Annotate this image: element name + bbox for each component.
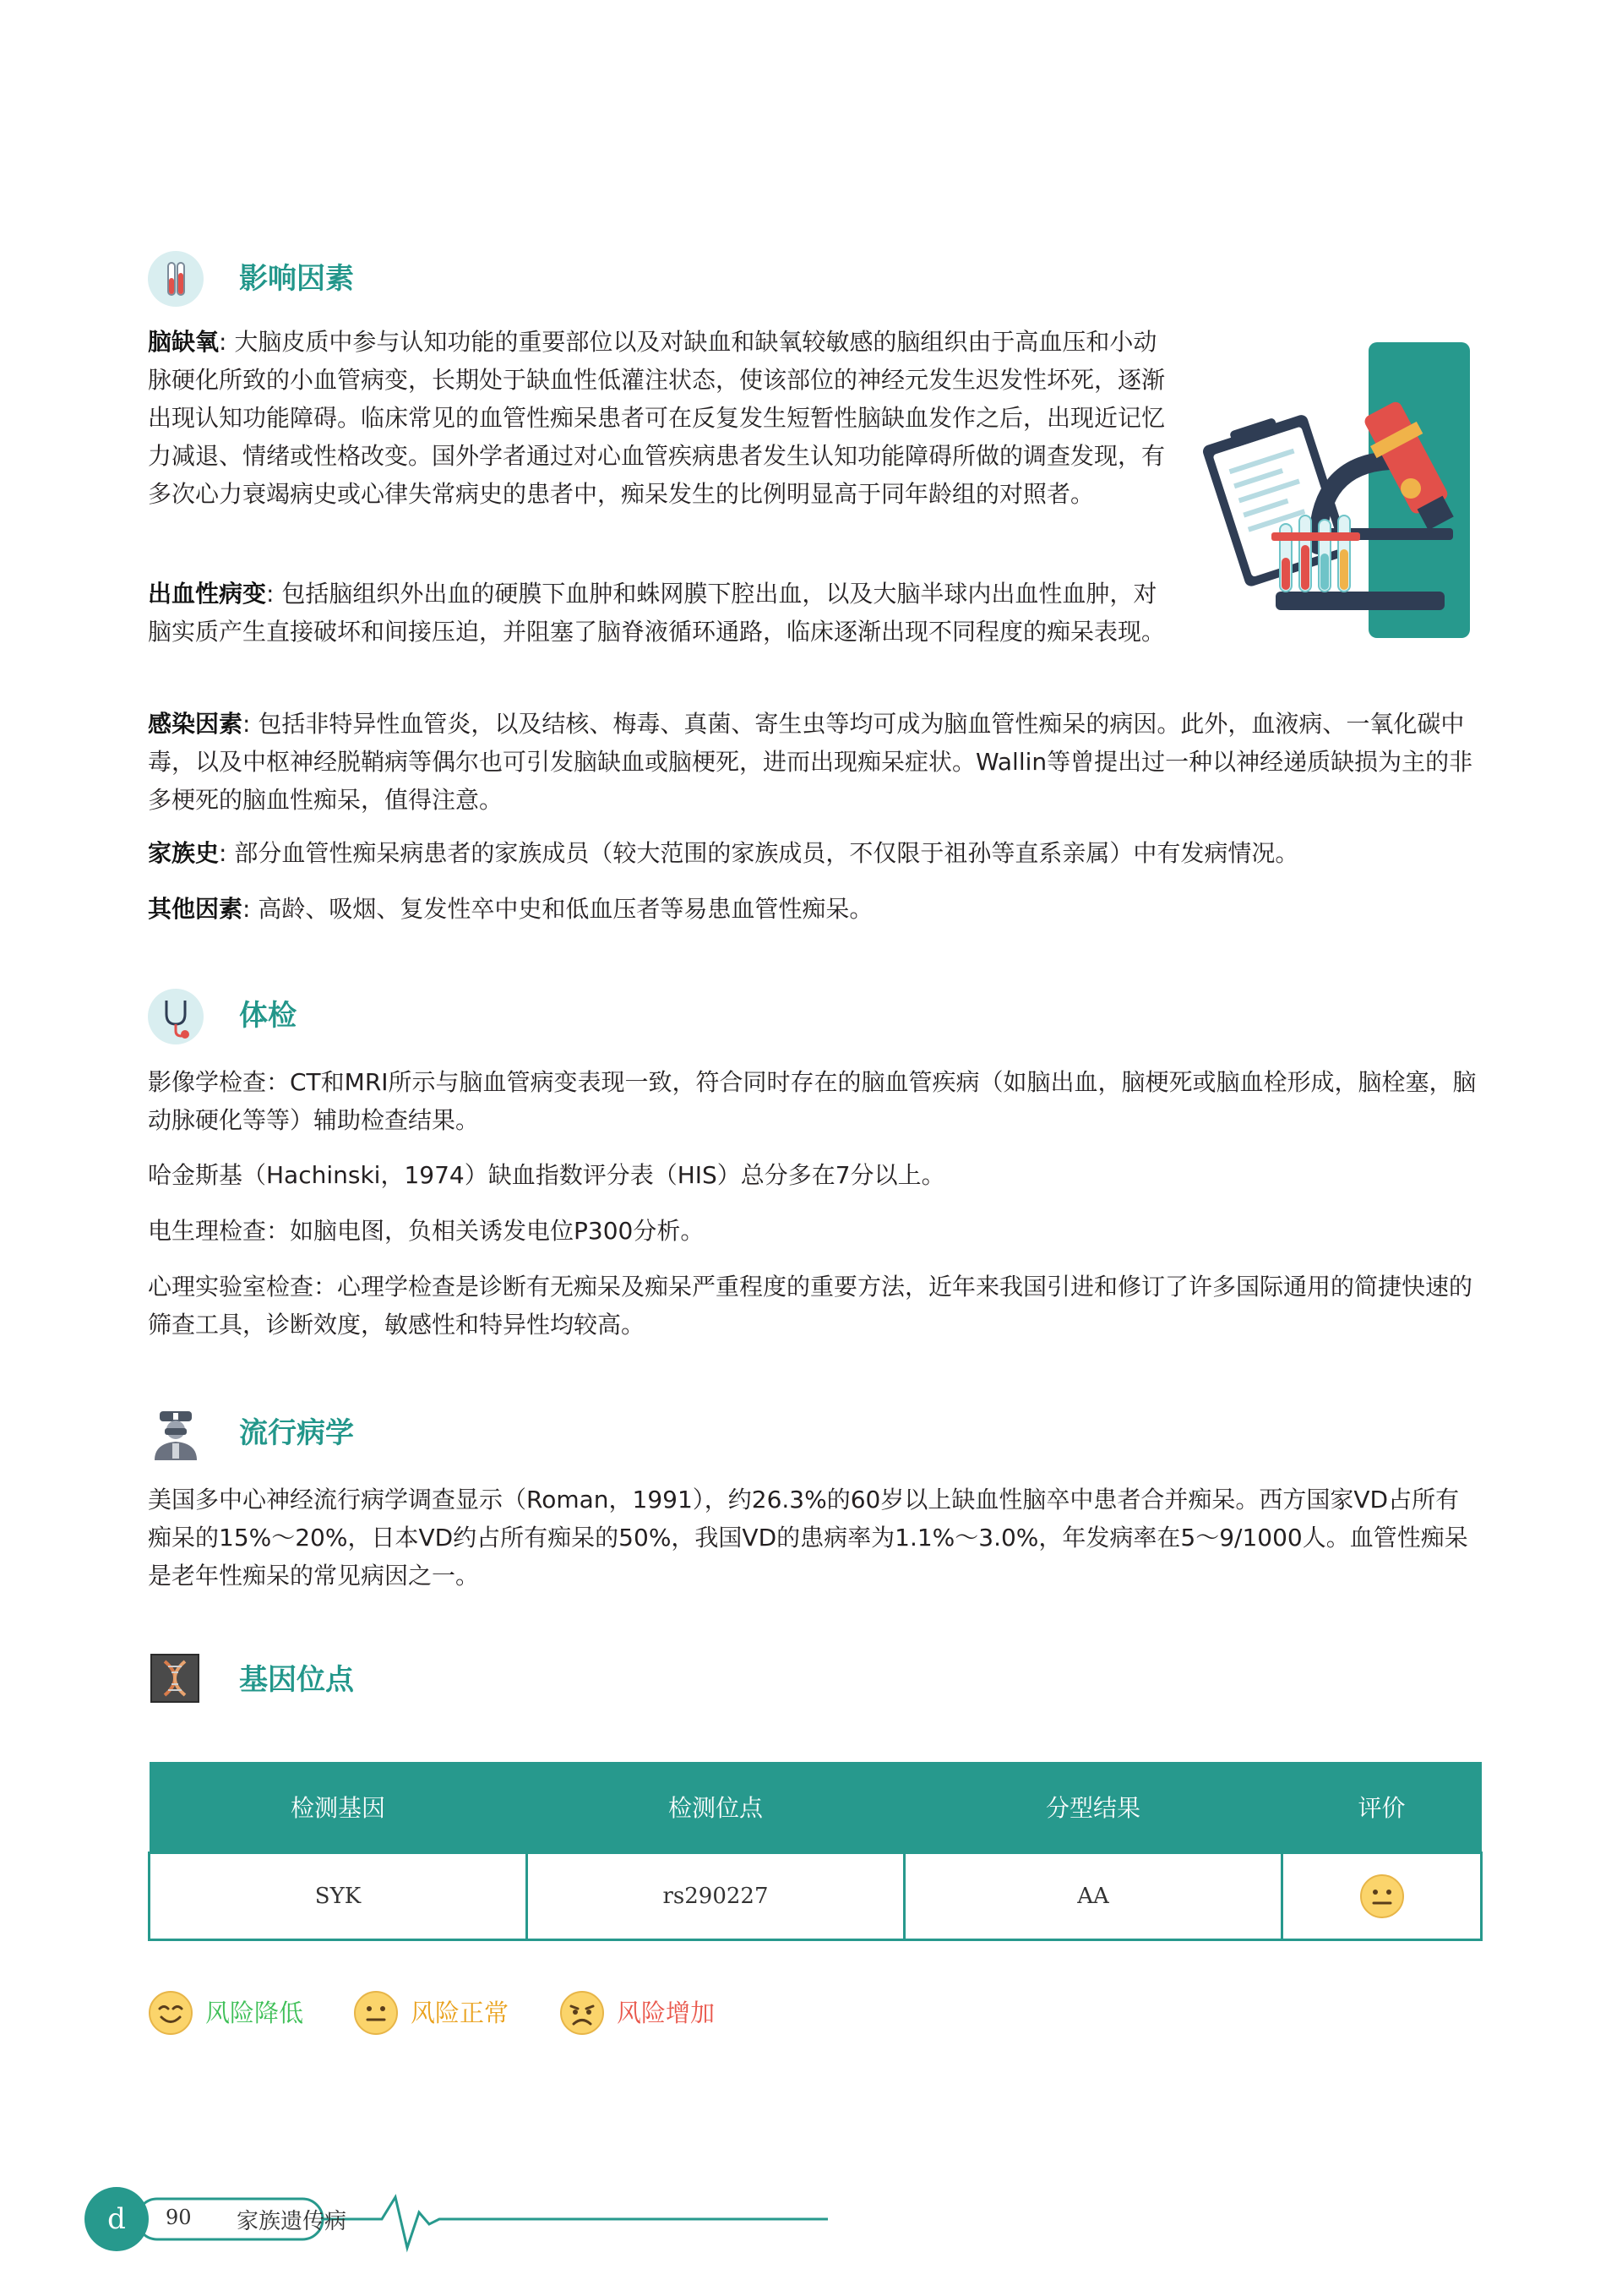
header-site: 检测位点	[527, 1762, 905, 1853]
cell-genotype: AA	[905, 1853, 1282, 1940]
doctor-icon	[148, 1406, 204, 1462]
factor-paragraph	[148, 834, 1480, 872]
cell-rating	[1282, 1853, 1482, 1940]
factor-paragraph	[148, 575, 1174, 651]
section-title-epidemiology: 流行病学	[239, 1416, 354, 1450]
neutral-face-icon	[1359, 1873, 1405, 1919]
exam-paragraph: 哈金斯基（Hachinski，1974）缺血指数评分表（HIS）总分多在7分以上。	[148, 1161, 945, 1189]
factor-text: : 高龄、吸烟、复发性卒中史和低血压者等易患血管性痴呆。	[242, 895, 874, 923]
footer-title: 家族遗传病	[237, 2209, 347, 2234]
factor-text: : 包括非特异性血管炎，以及结核、梅毒、真菌、寄生虫等均可成为脑血管性痴呆的病因。此外，血液病、一氧化碳中毒，以及中枢神经脱鞘病等偶尔也可引发脑缺血或脑梗死，进而出现痴呆症状。Wallin等曾提出过一种以神经递质缺损为主的非多梗死的脑血性痴呆，值得注意。	[148, 710, 1473, 814]
dna-icon	[148, 1650, 204, 1705]
page-number: 90	[166, 2206, 192, 2229]
factor-paragraph	[148, 890, 1480, 928]
header-rating: 评价	[1282, 1762, 1482, 1853]
factor-paragraph	[148, 323, 1174, 513]
factor-label: 其他因素	[148, 895, 243, 923]
section-title-factors: 影响因素	[239, 262, 354, 296]
table-row	[150, 1853, 1482, 1940]
gene-table	[148, 1762, 1483, 1941]
cell-gene: SYK	[150, 1853, 527, 1940]
legend-label: 风险增加	[617, 1999, 716, 2027]
exam-paragraph: 电生理检查：如脑电图，负相关诱发电位P300分析。	[148, 1217, 705, 1245]
legend-item-risk-normal	[353, 1988, 509, 2038]
factor-text: : 大脑皮质中参与认知功能的重要部位以及对缺血和缺氧较敏感的脑组织由于高血压和小动脉硬化所致的小血管病变，长期处于缺血性低灌注状态，使该部位的神经元发生迟发性坏死，逐渐出现认知功能障碍。临床常见的血管性痴呆患者可在反复发生短暂性脑缺血发作之后，出现近记忆力减退、情绪或性格改变。国外学者通过对心血管疾病患者发生认知功能障碍所做的调查发现，有多次心力衰竭病史或心律失常病史的患者中，痴呆发生的比例明显高于同年龄组的对照者。	[148, 328, 1166, 508]
table-header-row	[150, 1762, 1482, 1853]
stethoscope-icon	[148, 989, 204, 1044]
header-gene: 检测基因	[150, 1762, 527, 1853]
cell-site: rs290227	[527, 1853, 905, 1940]
factor-label: 家族史	[148, 839, 220, 867]
factor-label: 出血性病变	[148, 580, 267, 608]
legend-item-risk-reduced	[148, 1988, 303, 2038]
epidemiology-paragraph: 美国多中心神经流行病学调查显示（Roman，1991），约26.3%的60岁以上缺血性脑卒中患者合并痴呆。西方国家VD占所有痴呆的15%～20%，日本VD约占所有痴呆的50%，我国VD的患病率为1.1%～3.0%，年发病率在5～9/1000人。血管性痴呆是老年性痴呆的常见病因之一。	[148, 1486, 1468, 1590]
factor-text: : 包括脑组织外出血的硬膜下血肿和蛛网膜下腔出血，以及大脑半球内出血性血肿，对脑实质产生直接破坏和间接压迫，并阻塞了脑脊液循环通路，临床逐渐出现不同程度的痴呆表现。	[148, 580, 1166, 646]
header-genotype: 分型结果	[905, 1762, 1282, 1853]
factor-text: : 部分血管性痴呆病患者的家族成员（较大范围的家族成员，不仅限于祖孙等直系亲属）中有发病情况。	[219, 839, 1299, 867]
factor-paragraph	[148, 705, 1480, 819]
section-title-gene: 基因位点	[239, 1663, 354, 1697]
legend-label: 风险降低	[205, 1999, 304, 2027]
footer	[84, 2187, 828, 2255]
section-title-exam: 体检	[239, 999, 297, 1033]
factor-label: 感染因素	[148, 710, 243, 738]
factor-label: 脑缺氧	[148, 328, 220, 356]
footer-badge	[84, 2187, 149, 2251]
footer-letter: d	[107, 2202, 126, 2236]
exam-paragraph: 心理实验室检查：心理学检查是诊断有无痴呆及痴呆严重程度的重要方法，近年来我国引进和修订了许多国际通用的简捷快速的筛查工具，诊断效度，敏感性和特异性均较高。	[148, 1273, 1473, 1339]
legend-item-risk-increased	[559, 1988, 715, 2038]
sad-face-icon	[559, 1990, 605, 2036]
test-tubes-icon	[148, 251, 204, 307]
smile-face-icon	[148, 1990, 193, 2036]
lab-illustration	[1200, 338, 1478, 642]
exam-paragraph: 影像学检查：CT和MRI所示与脑血管病变表现一致，符合同时存在的脑血管疾病（如脑出血，脑梗死或脑血栓形成，脑栓塞，脑动脉硬化等等）辅助检查结果。	[148, 1068, 1477, 1134]
neutral-face-icon	[353, 1990, 399, 2036]
legend-label: 风险正常	[411, 1999, 509, 2027]
